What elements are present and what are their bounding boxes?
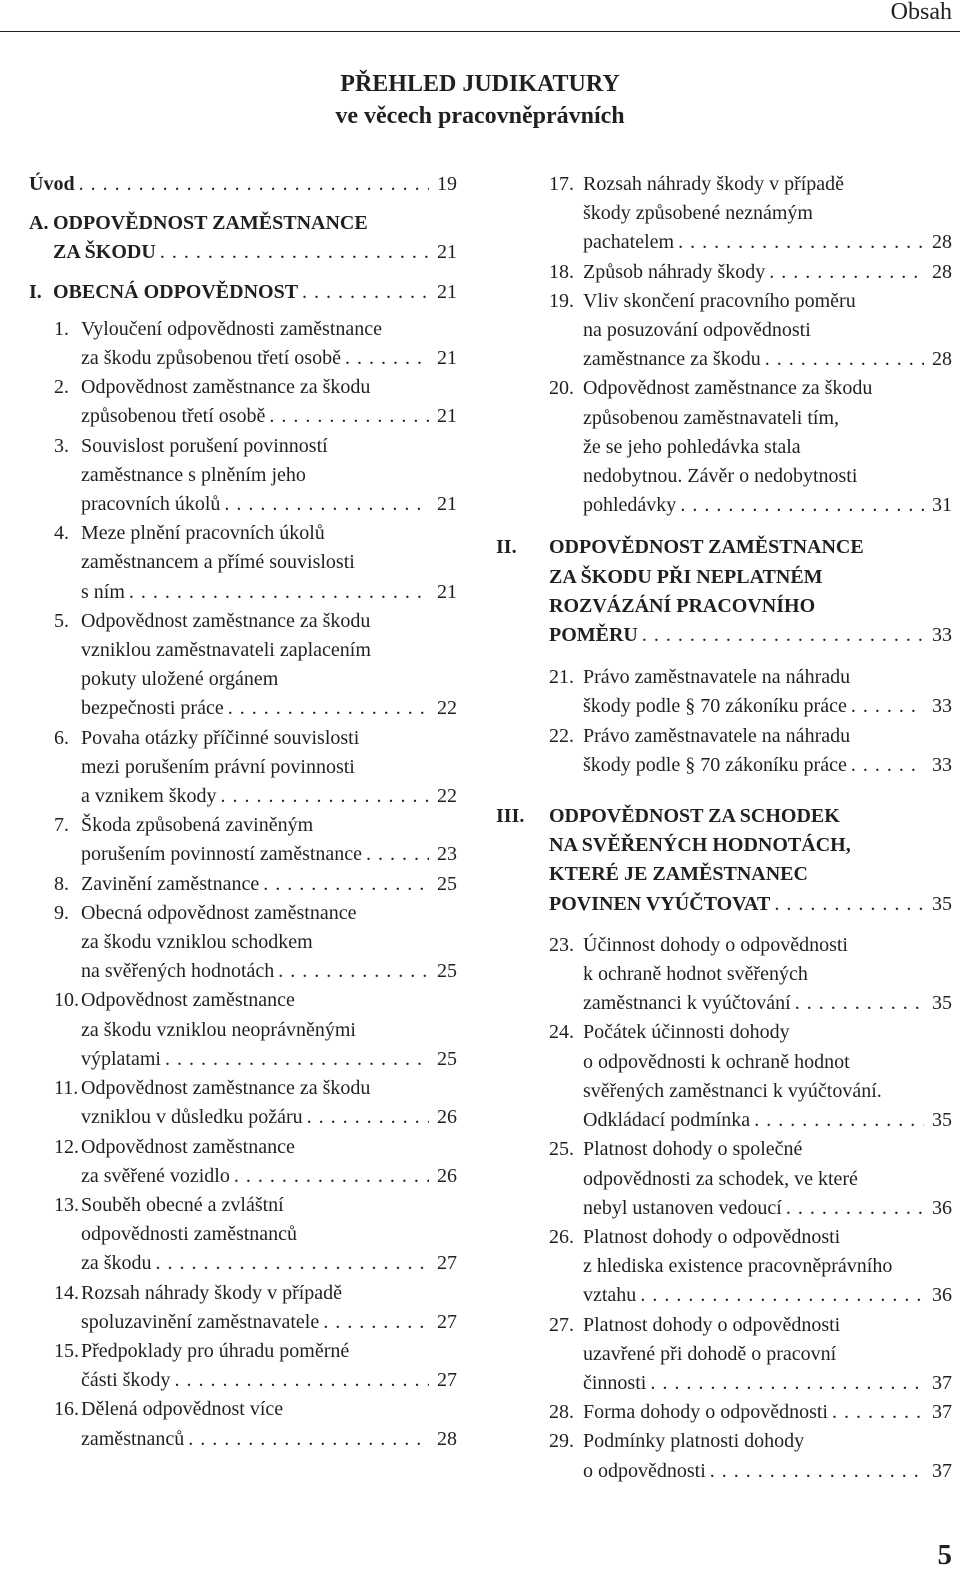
toc-page-number: 22 <box>437 697 457 720</box>
toc-entry-text: výplatami <box>81 1047 161 1070</box>
dot-leader <box>851 692 924 721</box>
toc-entry-number: 18. <box>549 260 574 283</box>
toc-entry-number: 2. <box>54 376 69 399</box>
toc-entry <box>29 373 457 431</box>
toc-entry-text: Odpovědnost zaměstnance za škodu <box>81 609 371 632</box>
toc-entry-number: 29. <box>549 1430 574 1453</box>
dot-leader <box>156 1249 429 1278</box>
toc-page-number: 37 <box>932 1459 952 1482</box>
toc-entry-text: Způsob náhrady škody <box>583 260 766 283</box>
dot-leader <box>165 1045 429 1074</box>
toc-entry-number: 4. <box>54 522 69 545</box>
toc-entry-text: za svěřené vozidlo <box>81 1164 230 1187</box>
toc-page-number: 21 <box>437 580 457 603</box>
toc-section-heading <box>29 209 457 267</box>
toc-page-number: 33 <box>932 753 952 776</box>
toc-page-number: 27 <box>437 1369 457 1392</box>
toc-entry-text: škody podle § 70 zákoníku práce <box>583 753 847 776</box>
toc-entry <box>29 432 457 520</box>
dot-leader <box>79 170 429 199</box>
toc-entry-text: zaměstnance za škodu <box>583 348 761 371</box>
toc-entry-text: Platnost dohody o společné <box>583 1138 803 1161</box>
toc-entry-text: činnosti <box>583 1371 647 1394</box>
toc-entry-text: POMĚRU <box>549 624 638 647</box>
toc-entry-text: Úvod <box>29 173 75 195</box>
toc-entry-text: ODPOVĚDNOST ZAMĚSTNANCE <box>549 536 864 559</box>
toc-entry-number: 14. <box>54 1281 79 1304</box>
toc-page-number: 37 <box>932 1401 952 1424</box>
toc-entry-text: Předpoklady pro úhradu poměrné <box>81 1339 350 1362</box>
toc-page-number: 21 <box>437 405 457 428</box>
toc-entry-text: ZA ŠKODU <box>53 241 156 264</box>
toc-entry-text: ODPOVĚDNOST ZA SCHODEK <box>549 805 840 828</box>
toc-page-number: 36 <box>932 1196 952 1219</box>
toc-entry-number: 7. <box>54 814 69 837</box>
toc-entry-text: Škoda způsobená zaviněným <box>81 814 314 837</box>
toc-entry <box>29 870 457 899</box>
toc-page-number: 28 <box>932 231 952 254</box>
toc-left-column <box>29 170 457 1454</box>
toc-entry-text: že se jeho pohledávka stala <box>583 435 801 458</box>
toc-entry-text: způsobenou zaměstnavateli tím, <box>583 406 840 429</box>
toc-entry-text: Počátek účinnosti dohody <box>583 1021 790 1044</box>
toc-entry-text: mezi porušením právní povinnosti <box>81 755 355 778</box>
toc-entry-text: Vliv skončení pracovního poměru <box>583 289 856 312</box>
toc-entry <box>29 899 457 987</box>
toc-entry-text: Obecná odpovědnost zaměstnance <box>81 901 357 924</box>
running-header: Obsah <box>890 0 952 25</box>
toc-entry-text: za škodu vzniklou neoprávněnými <box>81 1018 356 1041</box>
toc-page-number: 33 <box>932 695 952 718</box>
toc-entry-number: I. <box>29 280 42 303</box>
toc-entry-text: za škodu vzniklou schodkem <box>81 931 313 954</box>
toc-entry-number: 22. <box>549 724 574 747</box>
toc-section-heading <box>29 170 457 199</box>
toc-entry-text: NA SVĚŘENÝCH HODNOTÁCH, <box>549 834 851 857</box>
toc-page-number: 25 <box>437 1047 457 1070</box>
toc-entry <box>496 1018 952 1135</box>
toc-entry-text: spoluzavinění zaměstnavatele <box>81 1310 320 1333</box>
toc-page-number: 28 <box>932 348 952 371</box>
toc-page-number: 31 <box>932 494 952 517</box>
dot-leader <box>278 957 429 986</box>
dot-leader <box>307 1103 429 1132</box>
toc-entry-text: Povaha otázky příčinné souvislosti <box>81 726 360 749</box>
toc-entry-text: Právo zaměstnavatele na náhradu <box>583 724 851 747</box>
toc-entry-text: vzniklou zaměstnavateli zaplacením <box>81 639 371 662</box>
toc-page-number: 26 <box>437 1164 457 1187</box>
toc-entry-text: nebyl ustanoven vedoucí <box>583 1196 782 1219</box>
toc-page-number: 37 <box>932 1371 952 1394</box>
dot-leader <box>710 1457 924 1486</box>
dot-leader <box>650 1369 924 1398</box>
toc-entry-number: 21. <box>549 666 574 689</box>
toc-entry-number: 6. <box>54 726 69 749</box>
toc-page-number: 21 <box>437 347 457 370</box>
toc-entry-text: Platnost dohody o odpovědnosti <box>583 1313 841 1336</box>
toc-entry-number: 25. <box>549 1138 574 1161</box>
dot-leader <box>234 1162 429 1191</box>
dot-leader <box>221 782 429 811</box>
dot-leader <box>228 694 429 723</box>
toc-entry-text: Odkládací podmínka <box>583 1109 751 1132</box>
toc-entry <box>29 1337 457 1395</box>
toc-entry-text: pracovních úkolů <box>81 493 221 516</box>
toc-entry <box>29 986 457 1074</box>
toc-entry <box>29 1133 457 1191</box>
toc-entry <box>29 607 457 724</box>
toc-entry-text: Dělená odpovědnost více <box>81 1398 284 1421</box>
toc-entry-text: o odpovědnosti k ochraně hodnot <box>583 1050 850 1073</box>
toc-entry-number: 27. <box>549 1313 574 1336</box>
dot-leader <box>129 578 429 607</box>
toc-page-number: 25 <box>437 960 457 983</box>
toc-entry-text: na posuzování odpovědnosti <box>583 319 811 342</box>
dot-leader <box>774 890 924 919</box>
toc-entry-number: 10. <box>54 989 79 1012</box>
toc-entry-text: o odpovědnosti <box>583 1459 706 1482</box>
header-rule <box>0 31 960 32</box>
toc-page-number: 35 <box>932 1109 952 1132</box>
toc-entry-text: Souvislost porušení povinností <box>81 434 328 457</box>
toc-entry-text: zaměstnanců <box>81 1427 185 1450</box>
toc-entry-text: Odpovědnost zaměstnance za škodu <box>81 376 371 399</box>
toc-entry-number: 17. <box>549 173 574 195</box>
toc-page-number: 21 <box>437 280 457 303</box>
toc-entry-text: pohledávky <box>583 494 677 517</box>
toc-entry <box>496 1135 952 1223</box>
toc-entry-text: Právo zaměstnavatele na náhradu <box>583 666 851 689</box>
toc-page-number: 21 <box>437 493 457 516</box>
toc-right-column <box>496 170 952 1486</box>
toc-entry-number: 15. <box>54 1339 79 1362</box>
dot-leader <box>160 238 429 267</box>
toc-entry <box>29 315 457 373</box>
toc-entry-text: z hlediska existence pracovněprávního <box>583 1255 893 1278</box>
toc-entry-text: způsobenou třetí osobě <box>81 405 266 428</box>
dot-leader <box>224 490 429 519</box>
dot-leader <box>188 1425 429 1454</box>
toc-entry-text: zaměstnance s plněním jeho <box>81 463 306 486</box>
toc-page-number: 22 <box>437 785 457 808</box>
dot-leader <box>769 258 924 287</box>
toc-entry-text: odpovědnosti za schodek, ve které <box>583 1167 858 1190</box>
toc-entry-text: za škodu způsobenou třetí osobě <box>81 347 341 370</box>
toc-entry-text: OBECNÁ ODPOVĚDNOST <box>53 280 299 303</box>
toc-entry-text: Účinnost dohody o odpovědnosti <box>583 933 848 956</box>
toc-entry <box>496 722 952 780</box>
toc-entry-text: s ním <box>81 580 125 603</box>
toc-entry-number: 12. <box>54 1135 79 1158</box>
toc-entry-text: Odpovědnost zaměstnance za škodu <box>583 377 873 400</box>
toc-entry-text: zaměstnanci k vyúčtování <box>583 992 791 1015</box>
toc-section-heading <box>496 533 952 650</box>
toc-entry <box>496 931 952 1019</box>
toc-entry <box>29 811 457 869</box>
title-line-1: PŘEHLED JUDIKATURY <box>340 71 620 97</box>
toc-entry-text: Platnost dohody o odpovědnosti <box>583 1225 841 1248</box>
toc-entry-text: ODPOVĚDNOST ZAMĚSTNANCE <box>53 212 368 235</box>
toc-entry-text: odpovědnosti zaměstnanců <box>81 1223 298 1246</box>
toc-entry <box>496 1311 952 1399</box>
toc-entry-text: Meze plnění pracovních úkolů <box>81 522 325 545</box>
toc-entry <box>496 258 952 287</box>
toc-entry-text: na svěřených hodnotách <box>81 960 275 983</box>
toc-entry-text: škody způsobené neznámým <box>583 202 813 225</box>
toc-page-number: 35 <box>932 892 952 915</box>
toc-entry <box>29 724 457 812</box>
toc-entry-text: pachatelem <box>583 231 675 254</box>
toc-section-heading <box>29 278 457 307</box>
dot-leader <box>269 402 429 431</box>
toc-entry <box>29 1074 457 1132</box>
toc-entry-text: Rozsah náhrady škody v případě <box>81 1281 343 1304</box>
toc-entry-number: 28. <box>549 1401 574 1424</box>
toc-entry-number: II. <box>496 536 517 559</box>
toc-page-number: 19 <box>437 173 457 195</box>
toc-page-number: 33 <box>932 624 952 647</box>
toc-entry-text: Souběh obecné a zvláštní <box>81 1193 284 1216</box>
toc-section-heading <box>496 802 952 919</box>
toc-page-number: 21 <box>437 241 457 264</box>
toc-entry-number: 26. <box>549 1225 574 1248</box>
toc-entry-text: Vyloučení odpovědnosti zaměstnance <box>81 317 383 340</box>
dot-leader <box>754 1106 924 1135</box>
page-title <box>0 68 960 132</box>
toc-entry <box>29 519 457 607</box>
dot-leader <box>263 870 429 899</box>
toc-entry-number: 23. <box>549 933 574 956</box>
toc-entry-text: Odpovědnost zaměstnance <box>81 989 295 1012</box>
toc-entry-text: Podmínky platnosti dohody <box>583 1430 805 1453</box>
toc-entry <box>496 663 952 721</box>
dot-leader <box>786 1194 924 1223</box>
toc-entry-number: 3. <box>54 434 69 457</box>
toc-page-number: 25 <box>437 872 457 895</box>
toc-entry-text: Odpovědnost zaměstnance za škodu <box>81 1077 371 1100</box>
dot-leader <box>680 491 924 520</box>
toc-entry-text: nedobytnou. Závěr o nedobytnosti <box>583 465 858 488</box>
toc-entry-text: Zavinění zaměstnance <box>81 872 260 895</box>
toc-entry <box>29 1191 457 1279</box>
dot-leader <box>795 989 924 1018</box>
toc-page-number: 27 <box>437 1310 457 1333</box>
toc-page-number: 28 <box>932 260 952 283</box>
toc-entry-text: Odpovědnost zaměstnance <box>81 1135 295 1158</box>
toc-entry <box>496 374 952 520</box>
toc-entry-text: a vznikem škody <box>81 785 217 808</box>
toc-entry-text: vzniklou v důsledku požáru <box>81 1106 303 1129</box>
toc-entry-text: svěřených zaměstnanci k vyúčtování. <box>583 1079 882 1102</box>
dot-leader <box>678 228 924 257</box>
title-line-2: ve věcech pracovněprávních <box>335 103 625 129</box>
toc-entry-text: za škodu <box>81 1252 152 1275</box>
toc-page-number: 36 <box>932 1284 952 1307</box>
dot-leader <box>366 840 429 869</box>
toc-entry <box>496 287 952 375</box>
toc-entry <box>496 170 952 258</box>
toc-entry-text: části škody <box>81 1369 171 1392</box>
toc-entry-text: pokuty uložené orgánem <box>81 668 279 691</box>
dot-leader <box>174 1366 429 1395</box>
toc-entry-number: 13. <box>54 1193 79 1216</box>
toc-entry-number: 9. <box>54 901 69 924</box>
toc-entry-text: porušením povinností zaměstnance <box>81 843 363 866</box>
toc-entry-number: 8. <box>54 872 69 895</box>
toc-entry-number: 11. <box>54 1077 79 1100</box>
toc-entry-number: 5. <box>54 609 69 632</box>
dot-leader <box>642 621 924 650</box>
dot-leader <box>302 278 429 307</box>
toc-entry-text: vztahu <box>583 1284 637 1307</box>
toc-page-number: 35 <box>932 992 952 1015</box>
toc-page-number: 27 <box>437 1252 457 1275</box>
toc-entry-text: POVINEN VYÚČTOVAT <box>549 892 771 915</box>
dot-leader <box>323 1308 429 1337</box>
toc-entry-text: škody podle § 70 zákoníku práce <box>583 695 847 718</box>
page-number: 5 <box>937 1539 952 1571</box>
toc-entry-text: uzavřené při dohodě o pracovní <box>583 1342 837 1365</box>
toc-entry-number: 24. <box>549 1021 574 1044</box>
toc-page-number: 28 <box>437 1427 457 1450</box>
toc-entry <box>29 1395 457 1453</box>
toc-entry-text: k ochraně hodnot svěřených <box>583 963 808 986</box>
toc-entry-number: A. <box>29 212 49 235</box>
toc-entry-text: Forma dohody o odpovědnosti <box>583 1401 828 1424</box>
toc-entry-number: 19. <box>549 289 574 312</box>
toc-page-number: 26 <box>437 1106 457 1129</box>
toc-entry-text: ROZVÁZÁNÍ PRACOVNÍHO <box>549 594 816 617</box>
dot-leader <box>832 1398 924 1427</box>
toc-entry-text: zaměstnancem a přímé souvislosti <box>81 551 355 574</box>
dot-leader <box>345 344 429 373</box>
toc-entry <box>496 1427 952 1485</box>
dot-leader <box>851 751 924 780</box>
dot-leader <box>765 345 924 374</box>
toc-entry-text: bezpečnosti práce <box>81 697 224 720</box>
toc-entry-number: 20. <box>549 377 574 400</box>
toc-entry-number: 16. <box>54 1398 79 1421</box>
toc-entry <box>496 1398 952 1427</box>
toc-entry-number: 1. <box>54 317 69 340</box>
dot-leader <box>640 1281 924 1310</box>
toc-entry-number: III. <box>496 805 525 828</box>
toc-entry-text: Rozsah náhrady škody v případě <box>583 173 845 195</box>
toc-entry <box>496 1223 952 1311</box>
toc-entry-text: KTERÉ JE ZAMĚSTNANEC <box>549 863 808 886</box>
toc-entry <box>29 1279 457 1337</box>
toc-entry-text: ZA ŠKODU PŘI NEPLATNÉM <box>549 565 823 588</box>
toc-page-number: 23 <box>437 843 457 866</box>
